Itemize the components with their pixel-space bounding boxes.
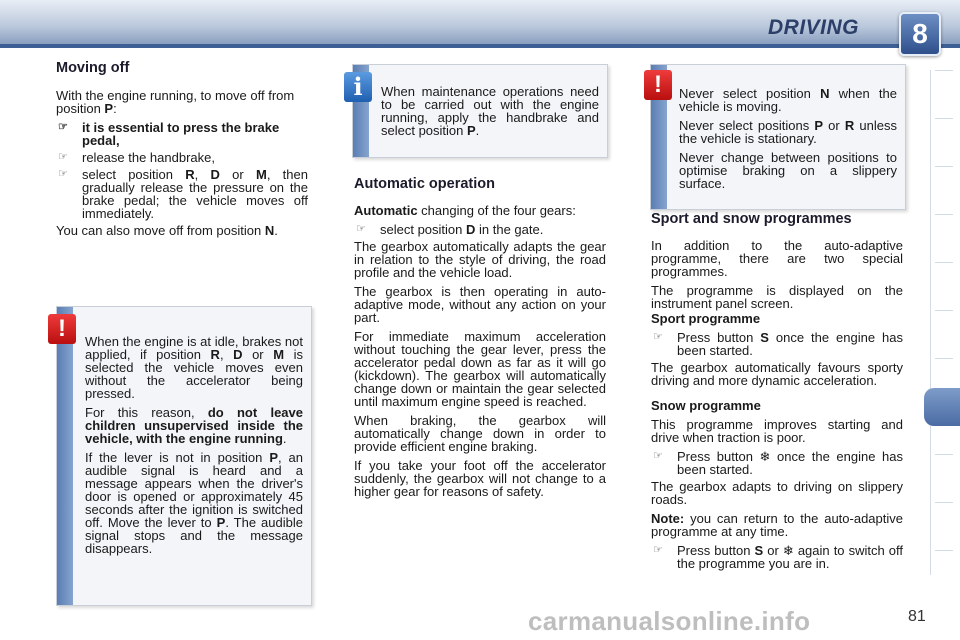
text: select position [82, 167, 186, 182]
text-bold: P [814, 118, 824, 133]
paragraph [679, 87, 897, 113]
text: , [194, 167, 211, 182]
subheading: Sport programme [651, 311, 761, 326]
text-bold: N [820, 86, 830, 101]
side-tab[interactable] [935, 550, 953, 587]
pointing-hand-icon: ☞ [653, 450, 663, 462]
text: Press button [677, 330, 761, 345]
section-heading: Moving off [56, 60, 130, 76]
warning-box-idle [56, 306, 312, 606]
side-tab[interactable] [935, 214, 953, 251]
paragraph: This programme improves starting and drive when traction is poor. [651, 417, 903, 445]
side-tab[interactable] [935, 166, 953, 203]
text-bold: R [185, 167, 195, 182]
subheading: Snow programme [651, 398, 761, 413]
paragraph: The gearbox is then operating in auto-adaptive mode, without any action on your part. [354, 284, 606, 325]
text: . The audible signal stops and the message disappears. [85, 515, 303, 556]
text: When the engine is at idle, brakes not applied, if position [85, 334, 303, 362]
text: unless the vehicle is stationary. [679, 118, 897, 146]
text: when the vehicle is moving. [679, 86, 898, 114]
list-item [56, 121, 308, 147]
warning-box-text [85, 335, 303, 561]
paragraph [85, 335, 303, 400]
text: again to switch off the programme you are in. [677, 543, 903, 571]
warning-icon: ! [48, 314, 76, 344]
text: select position [380, 222, 466, 237]
text-bold: D [210, 167, 220, 182]
text-bold: S [754, 543, 764, 558]
text: , an audible signal is heard and a message appears when the driver's door is opened or approximately 45 seconds after the ignition is switched off. Move the lever to [85, 450, 303, 530]
list-item [651, 450, 903, 476]
pointing-hand-icon: ☞ [58, 151, 68, 163]
section-heading: Automatic operation [354, 176, 495, 192]
chapter-number-badge: 8 [899, 12, 941, 56]
text: : [113, 101, 117, 116]
warning-box-never [650, 64, 906, 210]
text-bold: do not leave children unsupervised inside the vehicle, with the engine running [85, 405, 303, 446]
sport-snow-section [651, 213, 903, 574]
page-number: 81 [908, 608, 926, 625]
text: or [219, 167, 256, 182]
side-tab[interactable] [935, 262, 953, 299]
list-item [56, 168, 308, 220]
pointing-hand-icon: ☞ [653, 331, 663, 343]
info-icon: i [344, 72, 372, 102]
pointing-hand-icon: ☞ [58, 121, 68, 133]
text-bold: P [269, 450, 278, 465]
pointing-hand-icon: ☞ [58, 168, 68, 180]
paragraph [354, 204, 606, 217]
paragraph: The gearbox automatically adapts the gear in relation to the style of driving, the road profile and the vehicle load. [354, 239, 606, 280]
pointing-hand-icon: ☞ [356, 223, 366, 235]
text: For this reason, [85, 405, 208, 420]
snowflake-icon: ❄ [782, 543, 794, 558]
moving-off-section [56, 62, 308, 243]
paragraph [85, 451, 303, 555]
section-heading: Sport and snow programmes [651, 211, 852, 227]
text: . [282, 431, 287, 446]
list-item [354, 223, 606, 236]
side-tab[interactable] [935, 118, 953, 155]
paragraph [651, 512, 903, 538]
text: With the engine running, to move off from position [56, 88, 295, 116]
text: Press button [677, 543, 755, 558]
text-bold: R [844, 118, 855, 133]
paragraph [56, 89, 308, 115]
text: Press button [677, 449, 760, 464]
side-tab-active[interactable] [924, 388, 960, 426]
paragraph [85, 406, 303, 445]
side-tab[interactable] [935, 310, 953, 347]
paragraph [679, 119, 897, 145]
text: once the engine has been started. [677, 330, 903, 358]
text-bold: P [216, 515, 226, 530]
text-bold: R [210, 347, 220, 362]
header-rule [0, 44, 960, 48]
info-box-text [381, 85, 599, 143]
text-bold: D [466, 222, 476, 237]
watermark: carmanualsonline.info [528, 606, 811, 636]
text: once the engine has been started. [677, 449, 903, 477]
paragraph: If you take your foot off the accelerator suddenly, the gearbox will not change to a higher gear for reasons of safety. [354, 458, 606, 499]
text: . [274, 223, 278, 238]
paragraph: The programme is displayed on the instrument panel screen. [651, 283, 903, 311]
text-bold: S [760, 330, 769, 345]
list-item [651, 331, 903, 357]
text: release the handbrake, [82, 150, 215, 165]
info-box-maintenance [352, 64, 608, 158]
paragraph: Never change between positions to optimise braking on a slippery surface. [679, 150, 897, 191]
text-bold: M [273, 347, 285, 362]
chapter-title: DRIVING [768, 16, 860, 39]
text-bold: M [255, 167, 267, 182]
list-item [651, 544, 903, 570]
text: When maintenance operations need to be carried out with the engine running, apply the handbrake and select position [381, 84, 599, 138]
warning-box-text [679, 87, 897, 196]
side-tab-rail [930, 70, 953, 575]
text: Never select positions [679, 118, 815, 133]
text: it is essential to press the brake pedal, [82, 120, 280, 148]
text: or [242, 347, 274, 362]
text: , [219, 347, 234, 362]
text-bold: Automatic [354, 203, 418, 218]
text: . [475, 123, 480, 138]
box-accent-strip [57, 307, 73, 605]
paragraph: In addition to the auto-adaptive programme, there are two special programmes. [651, 238, 903, 279]
paragraph [56, 224, 308, 237]
text-bold: D [233, 347, 243, 362]
warning-icon: ! [644, 70, 672, 100]
list-item [56, 151, 308, 164]
side-tab[interactable] [935, 502, 953, 539]
pointing-hand-icon: ☞ [653, 544, 663, 556]
text: You can also move off from position [56, 223, 265, 238]
text: , then gradually release the pressure on the brake pedal; the vehicle moves off immediately. [82, 167, 308, 221]
text: is selected the vehicle moves even without the accelerator being pressed. [85, 347, 303, 401]
side-tab[interactable] [935, 70, 953, 107]
text: Never select position [679, 86, 821, 101]
paragraph: The gearbox adapts to driving on slippery roads. [651, 479, 903, 507]
text-bold: Note: [651, 511, 685, 526]
paragraph: For immediate maximum acceleration without touching the gear lever, press the accelerator pedal down as far as it will go (kickdown). The gearbox will automatically change down or maintain the gear selected until maximum engine speed is reached. [354, 329, 606, 409]
text: If the lever is not in position [85, 450, 270, 465]
text: or [763, 543, 783, 558]
text: changing of the four gears: [417, 203, 576, 218]
snowflake-icon: ❄ [759, 449, 771, 464]
text-bold: P [104, 101, 114, 116]
text-bold: N [264, 223, 275, 238]
paragraph [381, 85, 599, 137]
text: you can return to the auto-adaptive programme at any time. [651, 511, 903, 539]
text: in the gate. [475, 222, 544, 237]
text-bold: P [467, 123, 476, 138]
paragraph: When braking, the gearbox will automatically change down in order to provide efficient engine braking. [354, 413, 606, 454]
text: or [823, 118, 845, 133]
automatic-operation-section [354, 178, 606, 504]
side-tab[interactable] [935, 454, 953, 491]
paragraph: The gearbox automatically favours sporty driving and more dynamic acceleration. [651, 360, 903, 388]
